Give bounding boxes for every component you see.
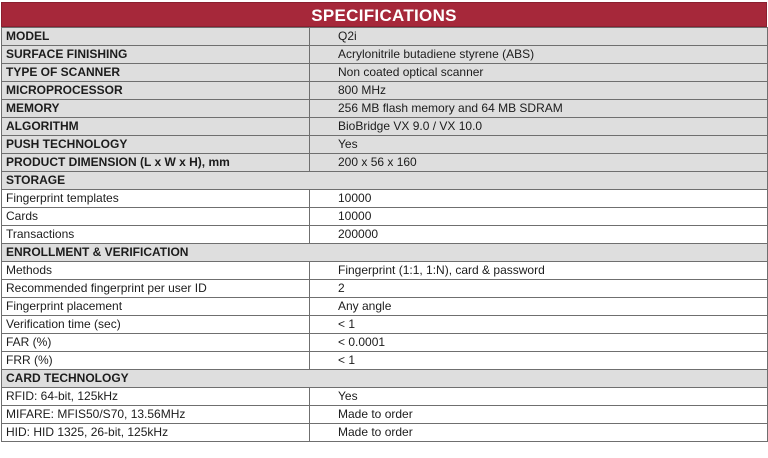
spec-row-algorithm — [2, 118, 768, 136]
spec-label: Recommended fingerprint per user ID — [2, 280, 310, 298]
spec-row-memory — [2, 100, 768, 118]
spec-value: < 0.0001 — [310, 334, 768, 352]
spec-row-transactions — [2, 226, 768, 244]
spec-row-surface-finishing — [2, 46, 768, 64]
spec-value: Made to order — [310, 424, 768, 442]
spec-value: 10000 — [310, 208, 768, 226]
spec-label: Fingerprint templates — [2, 190, 310, 208]
spec-value: BioBridge VX 9.0 / VX 10.0 — [310, 118, 768, 136]
spec-value: 256 MB flash memory and 64 MB SDRAM — [310, 100, 768, 118]
spec-value: Fingerprint (1:1, 1:N), card & password — [310, 262, 768, 280]
spec-label: Cards — [2, 208, 310, 226]
spec-row-recommended-fingerprint — [2, 280, 768, 298]
spec-label: PRODUCT DIMENSION (L x W x H), mm — [2, 154, 310, 172]
spec-row-mifare — [2, 406, 768, 424]
section-header-card-technology — [2, 370, 768, 388]
section-header-storage — [2, 172, 768, 190]
spec-label: HID: HID 1325, 26-bit, 125kHz — [2, 424, 310, 442]
spec-label: PUSH TECHNOLOGY — [2, 136, 310, 154]
spec-row-hid — [2, 424, 768, 442]
spec-label: FRR (%) — [2, 352, 310, 370]
spec-label: MODEL — [2, 28, 310, 46]
spec-value: Yes — [310, 388, 768, 406]
section-header-enrollment-verification — [2, 244, 768, 262]
spec-row-rfid — [2, 388, 768, 406]
specifications-table — [1, 27, 768, 442]
spec-label: Transactions — [2, 226, 310, 244]
section-heading: ENROLLMENT & VERIFICATION — [2, 244, 768, 262]
spec-row-verification-time — [2, 316, 768, 334]
spec-row-product-dimension — [2, 154, 768, 172]
spec-row-fingerprint-templates — [2, 190, 768, 208]
spec-label: Fingerprint placement — [2, 298, 310, 316]
specifications-title: SPECIFICATIONS — [1, 2, 767, 27]
spec-label: RFID: 64-bit, 125kHz — [2, 388, 310, 406]
spec-label: Verification time (sec) — [2, 316, 310, 334]
spec-value: Acrylonitrile butadiene styrene (ABS) — [310, 46, 768, 64]
spec-row-type-of-scanner — [2, 64, 768, 82]
spec-label: SURFACE FINISHING — [2, 46, 310, 64]
spec-value: 800 MHz — [310, 82, 768, 100]
spec-value: 10000 — [310, 190, 768, 208]
spec-row-far — [2, 334, 768, 352]
spec-row-fingerprint-placement — [2, 298, 768, 316]
spec-value: Yes — [310, 136, 768, 154]
spec-value: Q2i — [310, 28, 768, 46]
spec-label: FAR (%) — [2, 334, 310, 352]
spec-row-microprocessor — [2, 82, 768, 100]
spec-value: Any angle — [310, 298, 768, 316]
spec-value: < 1 — [310, 352, 768, 370]
spec-value: Non coated optical scanner — [310, 64, 768, 82]
spec-value: 2 — [310, 280, 768, 298]
spec-label: MICROPROCESSOR — [2, 82, 310, 100]
spec-label: ALGORITHM — [2, 118, 310, 136]
spec-row-frr — [2, 352, 768, 370]
spec-label: MEMORY — [2, 100, 310, 118]
spec-row-cards — [2, 208, 768, 226]
specifications-sheet — [1, 2, 767, 442]
spec-value: < 1 — [310, 316, 768, 334]
spec-value: 200000 — [310, 226, 768, 244]
spec-row-model — [2, 28, 768, 46]
spec-row-methods — [2, 262, 768, 280]
spec-label: TYPE OF SCANNER — [2, 64, 310, 82]
spec-value: Made to order — [310, 406, 768, 424]
section-heading: STORAGE — [2, 172, 768, 190]
section-heading: CARD TECHNOLOGY — [2, 370, 768, 388]
spec-value: 200 x 56 x 160 — [310, 154, 768, 172]
spec-label: MIFARE: MFIS50/S70, 13.56MHz — [2, 406, 310, 424]
spec-label: Methods — [2, 262, 310, 280]
spec-row-push-technology — [2, 136, 768, 154]
